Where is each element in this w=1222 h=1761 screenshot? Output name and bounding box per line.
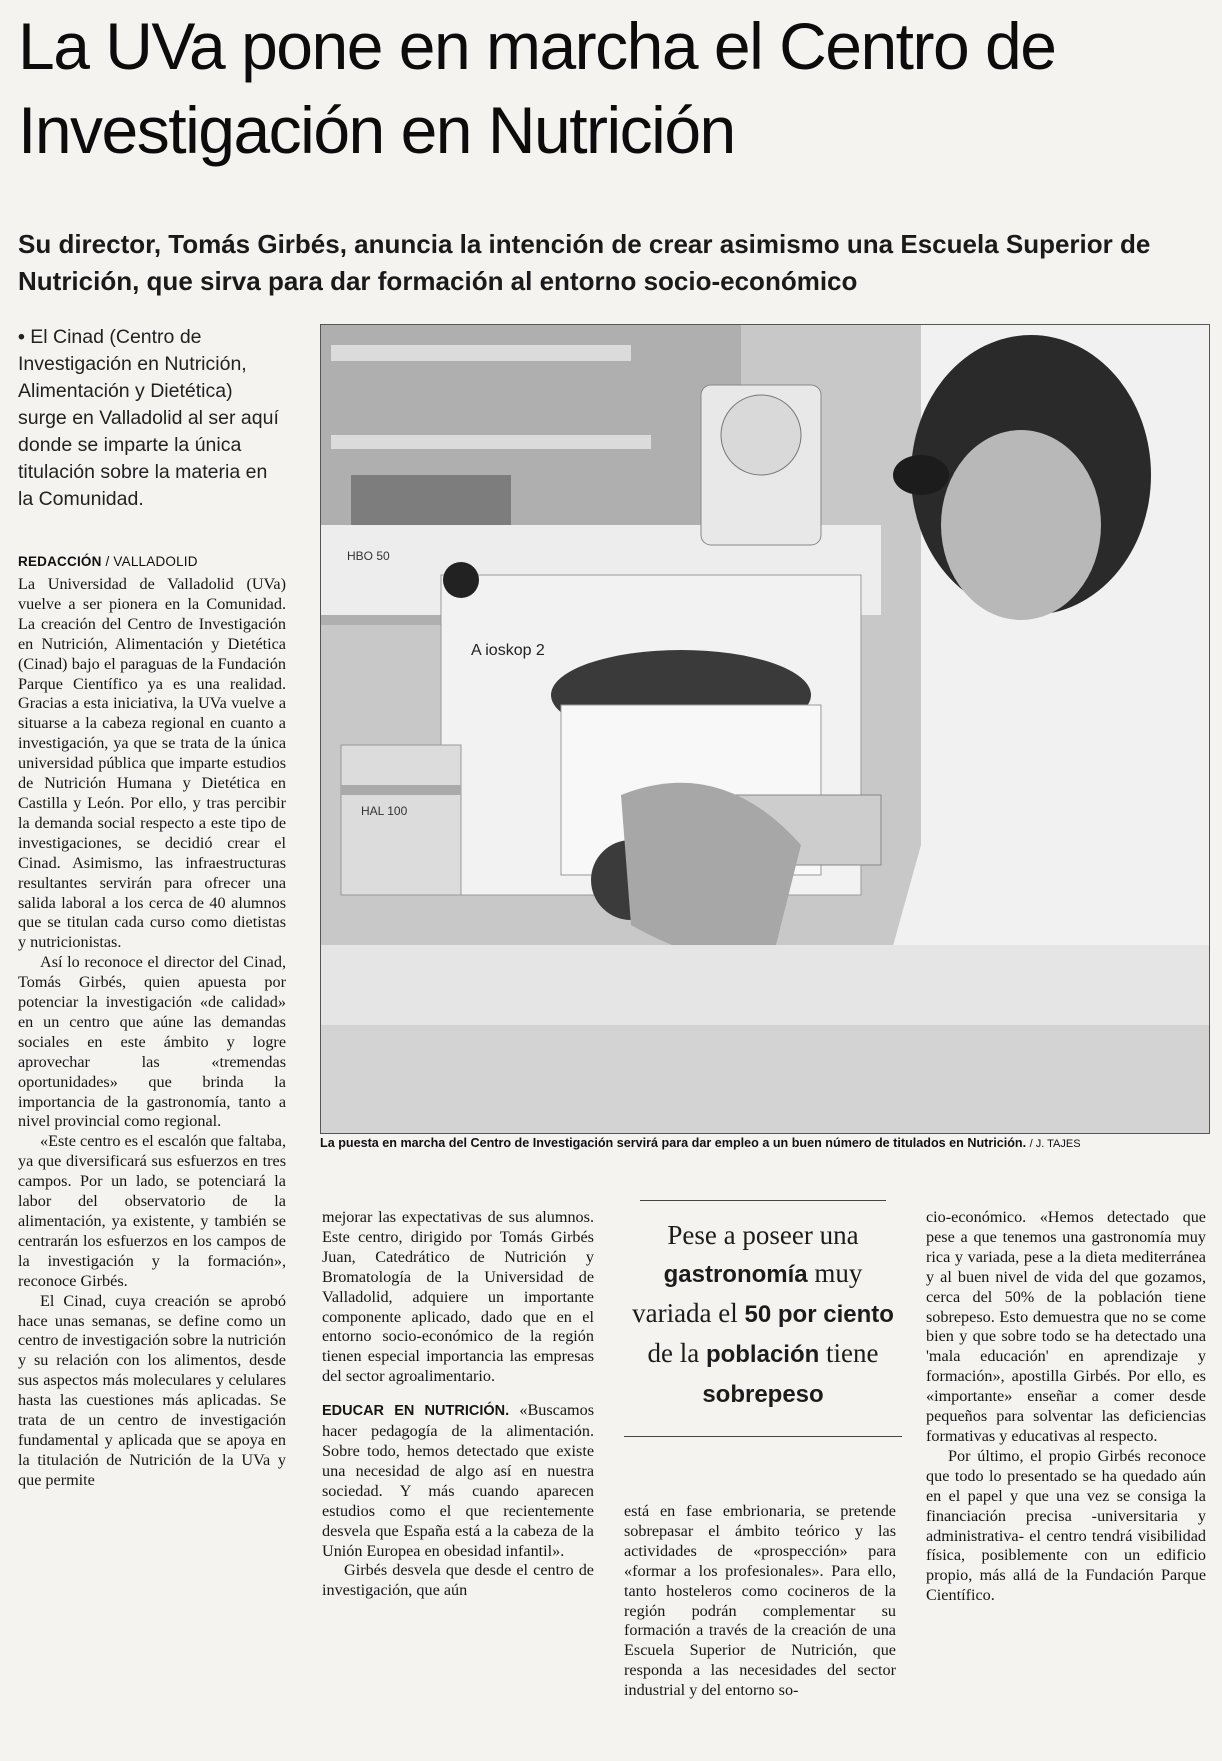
- lead-text: El Cinad (Centro de Investigación en Nutrición, Alimentación y Dietética) surge en Valladolid al ser aquí donde se imparte la única titulación sobre la materia en la Comunidad.: [18, 326, 279, 510]
- pullquote-text-3: de la: [647, 1338, 700, 1368]
- photo-caption: [320, 1136, 1208, 1150]
- microscope-photo-illustration: [321, 325, 1209, 1133]
- pullquote-bold-2: 50 por ciento: [744, 1301, 894, 1328]
- pullquote-bold-4: sobrepeso: [702, 1381, 824, 1408]
- lead-bullet: •: [18, 326, 25, 348]
- byline-place: / VALLADOLID: [105, 554, 198, 569]
- photo-credit: / J. TAJES: [1029, 1138, 1081, 1150]
- pullquote-text-1: Pese a poseer una: [667, 1220, 859, 1250]
- column-1: [18, 575, 286, 1491]
- column-2: [322, 1208, 594, 1601]
- col3-paragraph-1: está en fase embrionaria, se pretende sobrepasar el ámbito teórico y las actividades de «prospección» para «formar a los profesionales». Para ello, tanto hosteleros como cocineros de la región podrán complementar su formación a través de la creación de una Escuela Superior de Nutrición, que responda a las necesidades del sector industrial y del entorno so-: [624, 1502, 896, 1700]
- col1-paragraph-2: Así lo reconoce el director del Cinad, Tomás Girbés, quien apuesta por potenciar la investigación «de calidad» en un centro que aúne las demandas sociales en este ámbito y logre aprovechar las «tremendas oportunidades» que brinda la importancia de la gastronomía, tanto a nivel provincial como regional.: [18, 953, 286, 1131]
- col4-paragraph-1: cio-económico. «Hemos detectado que pese a que tenemos una gastronomía muy rica y variada, pese a la dieta mediterránea y al buen nivel de vida del que gozamos, cerca del 50% de la población tiene sobrepeso. Esto demuestra que no se come bien y que sobre todo se ha detectado una 'mala educación' en aprendizaje y formación», apostilla Girbés. Por ello, es «importante» enseñar a comer desde pequeños para solventar las deficiencias formativas y educativas al respecto.: [926, 1208, 1206, 1445]
- col2-paragraph-3: Girbés desvela que desde el centro de investigación, que aún: [322, 1561, 594, 1600]
- byline: [18, 554, 198, 569]
- headline: La UVa pone en marcha el Centro de Investigación en Nutrición: [18, 9, 1056, 167]
- subheadline: Su director, Tomás Girbés, anuncia la intención de crear asimismo una Escuela Superior de Nutrición, que sirva para dar formación al entorno socio-económico: [18, 229, 1151, 296]
- photo-label-model: A ioskop 2: [471, 642, 545, 659]
- photo-label-hal: HAL 100: [361, 804, 408, 818]
- pullquote-bold-3: población: [705, 1341, 820, 1368]
- caption-text: La puesta en marcha del Centro de Investigación servirá para dar empleo a un buen número de titulados en Nutrición.: [320, 1136, 1027, 1150]
- article-photo: [320, 324, 1210, 1134]
- col1-paragraph-3: «Este centro es el escalón que faltaba, ya que diversificará sus esfuerzos en tres campos. Por un lado, se potenciará la labor del observatorio de la alimentación, ya existente, y también se centrarán los esfuerzos en los campos de la investigación y la formación», reconoce Girbés.: [18, 1132, 286, 1290]
- col2-paragraph-2-text: «Buscamos hacer pedagogía de la alimentación. Sobre todo, hemos detectado que existe una necesidad de algo así en nuestra sociedad. Y más cuando aparecen estudios como el que recientemente desvela que España está a la cabeza de la Unión Europea en obesidad infantil».: [322, 1401, 594, 1560]
- photo-label-hbo: HBO 50: [347, 549, 390, 563]
- column-4: [926, 1208, 1206, 1606]
- col2-paragraph-2: [322, 1401, 594, 1561]
- pullquote-bold-1: gastronomía: [663, 1261, 808, 1288]
- pullquote-text-2: muy variada el: [632, 1258, 863, 1328]
- lead-summary: [18, 324, 280, 513]
- section-subtitle: EDUCAR EN NUTRICIÓN.: [322, 1403, 510, 1420]
- column-3: [624, 1502, 896, 1701]
- col4-paragraph-2: Por último, el propio Girbés reconoce que todo lo presentado se ha quedado aún en el papel y que una vez se consiga la financiación precisa -universitaria y administrativa- el centro tendrá visibilidad física, posiblemente con un edificio propio, más allá de la Fundación Parque Científico.: [926, 1446, 1206, 1605]
- col2-paragraph-1: mejorar las expectativas de sus alumnos. Este centro, dirigido por Tomás Girbés Juan, Catedrático de Nutrición y Bromatología de la Universidad de Valladolid, adquiere un importante componente aplicado, dado que en el entorno socio-económico de la región tienen especial importancia las empresas del sector agroalimentario.: [322, 1208, 594, 1386]
- col1-paragraph-1: La Universidad de Valladolid (UVa) vuelve a ser pionera en la Comunidad. La creación del Centro de Investigación en Nutrición, Alimentación y Dietética (Cinad) bajo el paraguas de la Fundación Parque Científico ya es una realidad. Gracias a esta iniciativa, la UVa vuelve a situarse a la cabeza regional en cuanto a investigación, ya que se trata de la única universidad pública que imparte estudios de Nutrición Humana y Dietética en Castilla y León. Por ello, y tras percibir la demanda social respecto a este tipo de investigaciones, se decidió crear el Cinad. Asimismo, las infraestructuras resultantes servirán para ofrecer una salida laboral a los cerca de 40 alumnos que se titulan cada curso como dietistas y nutricionistas.: [18, 575, 286, 952]
- byline-agency: REDACCIÓN: [18, 554, 102, 569]
- pullquote: [624, 1216, 902, 1437]
- pullquote-text-4: tiene: [826, 1338, 879, 1368]
- col1-paragraph-4: El Cinad, cuya creación se aprobó hace unas semanas, se define como un centro de investigación sobre la nutrición y su relación con los alimentos, desde sus aspectos más moleculares y celulares hasta las cuestiones más aplicadas. Se trata de un centro de investigación fundamental y aplicada que se apoya en la titulación de Nutrición de la UVa y que permite: [18, 1291, 286, 1489]
- pullquote-rule: [640, 1200, 886, 1201]
